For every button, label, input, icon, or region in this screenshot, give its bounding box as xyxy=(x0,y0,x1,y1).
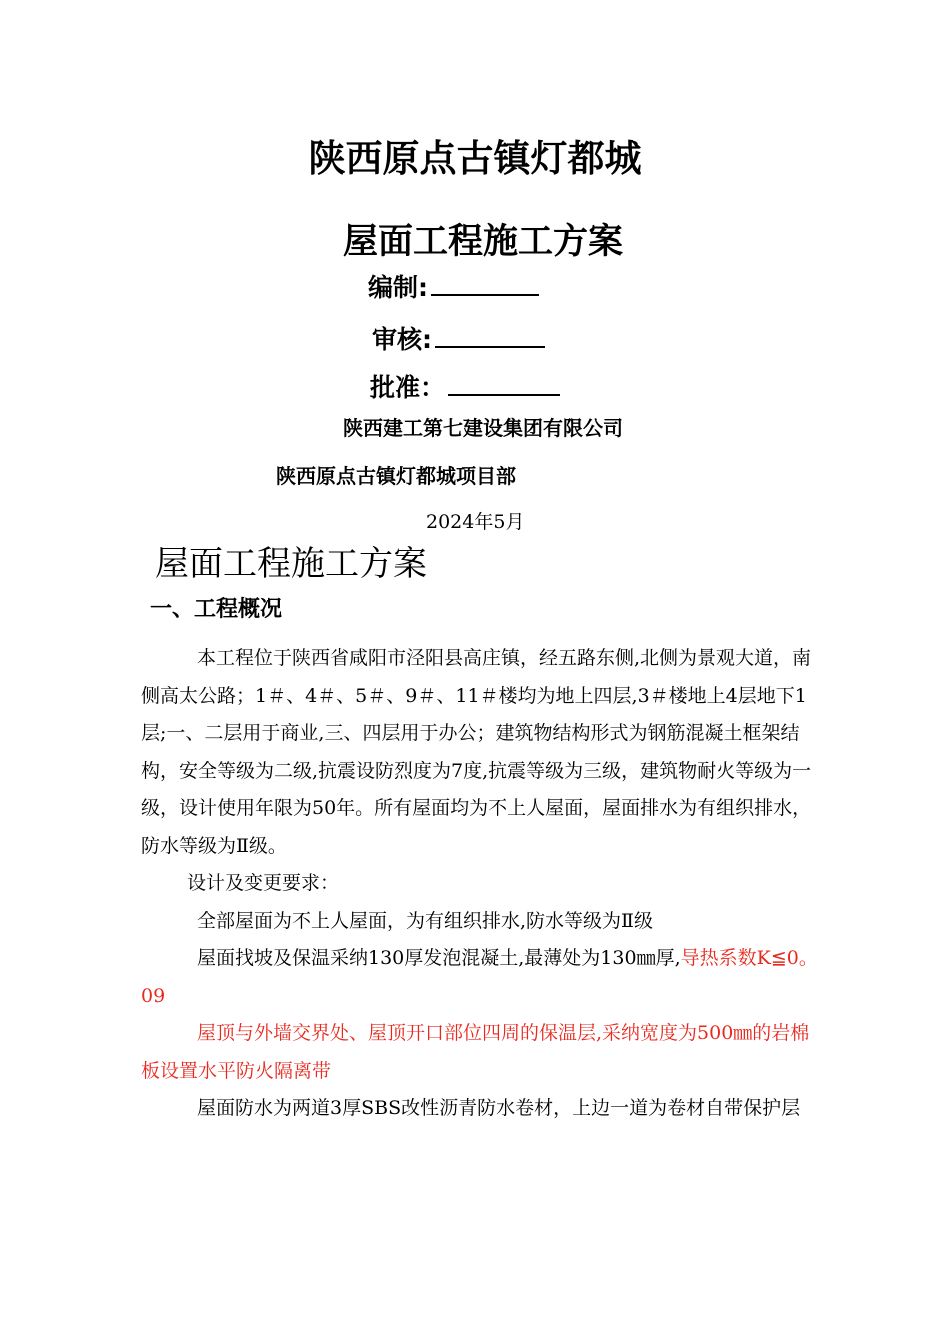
project-department: 陕西原点古镇灯都城项目部 xyxy=(276,464,516,488)
compile-blank xyxy=(431,268,539,296)
requirement-3: 屋顶与外墙交界处、屋顶开口部位四周的保温层,采纳宽度为500㎜的岩棉板设置水平防火隔离带 xyxy=(141,1022,810,1082)
overview-paragraph: 本工程位于陕西省咸阳市泾阳县高庄镇，经五路东侧,北侧为景观大道，南侧高太公路；1＃、4＃、5＃、9＃、11＃楼均为地上四层,3＃楼地上4层地下1层;一、二层用于商业,三、四层用于办公；建筑物结构形式为钢筋混凝土框架结构，安全等级为二级,抗震设防烈度为7度,抗震等级为三级，建筑物耐火等级为一级，设计使用年限为50年。所有屋面均为不上人屋面，屋面排水为有组织排水，防水等级为Ⅱ级。 xyxy=(141,647,812,857)
approve-line xyxy=(370,368,560,404)
section-heading: 一、工程概况 xyxy=(150,597,283,622)
cover-title: 陕西原点古镇灯都城 xyxy=(308,137,642,180)
requirement-1: 全部屋面为不上人屋面，为有组织排水,防水等级为Ⅱ级 xyxy=(197,909,653,932)
requirement-2 xyxy=(141,940,821,1015)
review-label: 审核: xyxy=(372,325,432,354)
review-line xyxy=(372,320,545,356)
approve-blank xyxy=(448,368,560,396)
requirement-4: 屋面防水为两道3厚SBS改性沥青防水卷材，上边一道为卷材自带保护层 xyxy=(197,1097,801,1119)
cover-date: 2024年5月 xyxy=(426,511,525,533)
company-name: 陕西建工第七建设集团有限公司 xyxy=(343,416,623,440)
requirement-2-text: 屋面找坡及保温采纳130厚发泡混凝土,最薄处为130㎜厚, xyxy=(197,947,681,969)
design-requirements-label: 设计及变更要求： xyxy=(187,872,340,894)
document-title: 屋面工程施工方案 xyxy=(155,544,427,584)
cover-subtitle: 屋面工程施工方案 xyxy=(342,222,623,262)
compile-line xyxy=(368,268,539,304)
approve-label: 批准： xyxy=(370,373,446,402)
document-body xyxy=(141,640,821,1128)
requirement-2-highlight: 导热系数K≦0。09 xyxy=(141,947,818,1007)
compile-label: 编制: xyxy=(368,273,428,302)
review-blank xyxy=(435,320,545,348)
